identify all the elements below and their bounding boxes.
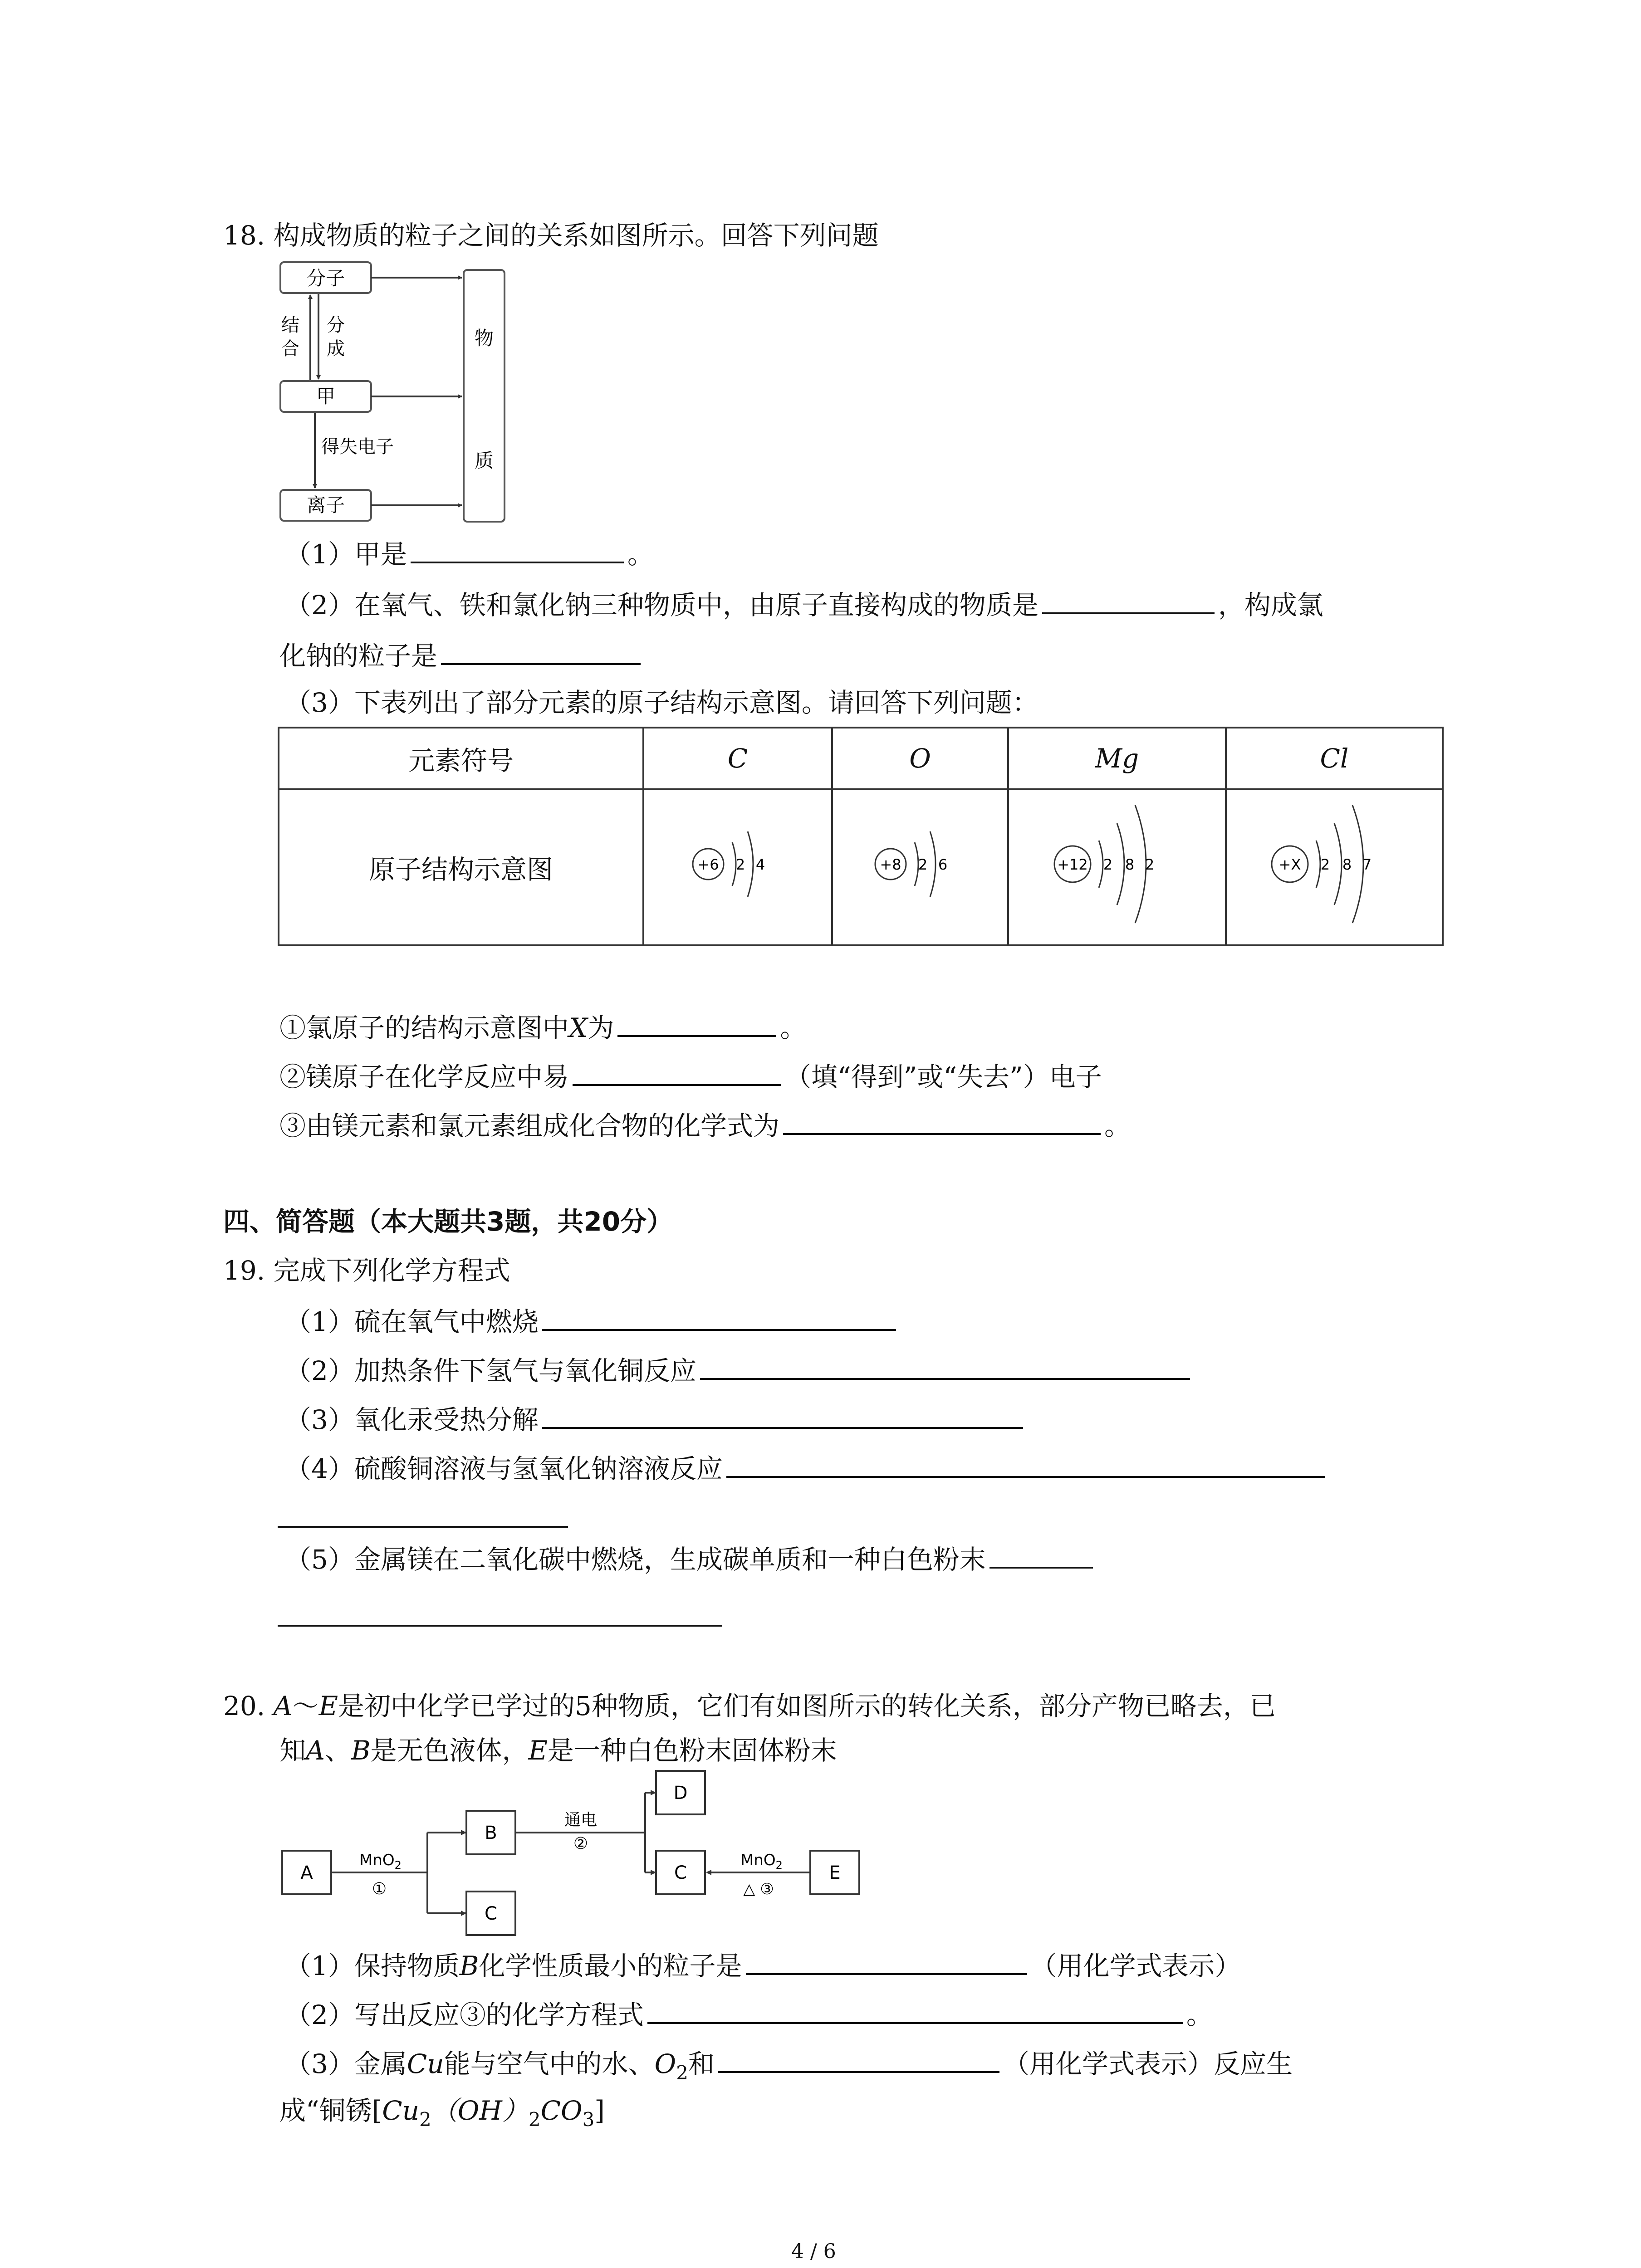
answer-blank-q19-5b[interactable] bbox=[278, 1625, 722, 1627]
q20-stem-e2: E bbox=[528, 1735, 548, 1766]
q18-part1-end: 。 bbox=[627, 539, 654, 570]
q18-sub1-end: 。 bbox=[780, 1012, 807, 1043]
symbol-mg: Mg bbox=[1008, 728, 1226, 789]
electron-label: 得失电子 bbox=[321, 436, 394, 457]
answer-blank-x[interactable] bbox=[617, 1012, 776, 1037]
q19-part1 bbox=[285, 1306, 900, 1335]
q19-part3-text: （3）氧化汞受热分解 bbox=[285, 1404, 539, 1435]
q19-stem: 19. 完成下列化学方程式 bbox=[223, 1255, 510, 1286]
q20-part3-text: （3）金属 bbox=[285, 2048, 407, 2079]
answer-blank-q20-3[interactable] bbox=[718, 2048, 999, 2073]
q20-stem-text-b: 知 bbox=[279, 1735, 306, 1766]
answer-blank-q19-4b[interactable] bbox=[278, 1526, 568, 1528]
q18-sub3-text: ③由镁元素和氯元素组成化合物的化学式为 bbox=[279, 1110, 780, 1141]
q20-part1-text-c: （用化学式表示） bbox=[1030, 1950, 1241, 1981]
q19-part3 bbox=[285, 1404, 1027, 1433]
q20-part3-line1 bbox=[285, 2048, 1293, 2082]
q20-part3-cu: Cu bbox=[407, 2048, 444, 2079]
q20-part3-text-d: （用化学式表示）反应生 bbox=[1003, 2048, 1293, 2079]
q20-stem-text-c: 是无色液体， bbox=[370, 1735, 529, 1766]
q20-part3-text-c: 和 bbox=[688, 2048, 715, 2079]
answer-blank-q19-4a[interactable] bbox=[726, 1453, 1325, 1478]
q20-part2 bbox=[285, 1999, 1213, 2028]
catalyst-1: MnO$_2$ bbox=[359, 1851, 402, 1872]
svg-text:2: 2 bbox=[1145, 856, 1155, 873]
q18-stem: 18. 构成物质的粒子之间的关系如图所示。回答下列问题 bbox=[223, 220, 879, 251]
formula-oh: （OH） bbox=[431, 2095, 529, 2126]
table-row-label: 原子结构示意图 bbox=[279, 789, 643, 945]
substance-label-1: 物 bbox=[474, 327, 494, 349]
q20-conversion-diagram bbox=[278, 1769, 867, 1941]
formula-co-sub: 3 bbox=[582, 2108, 595, 2131]
section-4-heading: 四、简答题（本大题共3题，共20分） bbox=[223, 1206, 673, 1237]
formula-end: ] bbox=[594, 2095, 605, 2126]
answer-blank-mgcl-formula[interactable] bbox=[783, 1110, 1101, 1135]
q20-stem-text-d: 是一种白色粉末固体粉末 bbox=[547, 1735, 837, 1766]
substance-box bbox=[464, 270, 505, 522]
answer-blank-q19-5a[interactable] bbox=[989, 1544, 1093, 1569]
diagram-cell-o bbox=[832, 789, 1008, 945]
formula-oh-sub: 2 bbox=[528, 2108, 541, 2131]
q20-part3-text-e: 成“铜锈[ bbox=[279, 2095, 382, 2126]
answer-blank-jia[interactable] bbox=[411, 539, 624, 563]
formula-cu-sub: 2 bbox=[419, 2108, 431, 2131]
q20-stem-a: A bbox=[273, 1691, 293, 1721]
answer-blank-atomic-substance[interactable] bbox=[1042, 590, 1215, 614]
answer-blank-q19-2[interactable] bbox=[700, 1355, 1190, 1380]
atom-diagram-c bbox=[683, 796, 792, 932]
page-number: 4 / 6 bbox=[791, 2240, 836, 2263]
svg-text:+X: +X bbox=[1279, 856, 1301, 873]
atom-diagram-o bbox=[866, 796, 975, 932]
svg-text:D: D bbox=[673, 1783, 688, 1804]
table-header-symbol: 元素符号 bbox=[279, 728, 643, 789]
q19-part5 bbox=[285, 1544, 1097, 1573]
q18-part2-text-c: 化钠的粒子是 bbox=[279, 640, 438, 671]
q18-sub2 bbox=[279, 1061, 1102, 1090]
q20-tilde: ～ bbox=[292, 1691, 319, 1721]
q18-sub2-text-b: （填“得到”或“失去”）电子 bbox=[785, 1061, 1102, 1092]
atomic-structure-table bbox=[278, 727, 1444, 946]
svg-text:6: 6 bbox=[938, 856, 948, 873]
atom-diagram-mg bbox=[1044, 792, 1190, 937]
q20-stem-e: E bbox=[318, 1691, 338, 1721]
split-label-2: 成 bbox=[327, 338, 345, 359]
q20-part3-o2: O bbox=[654, 2048, 676, 2079]
diagram-cell-c bbox=[643, 789, 832, 945]
q19-part1-text: （1）硫在氧气中燃烧 bbox=[285, 1306, 539, 1337]
q18-sub2-text: ②镁原子在化学反应中易 bbox=[279, 1061, 569, 1092]
q19-part5-text: （5）金属镁在二氧化碳中燃烧，生成碳单质和一种白色粉末 bbox=[285, 1544, 986, 1575]
ion-label: 离子 bbox=[306, 494, 345, 516]
split-label-1: 分 bbox=[327, 315, 345, 336]
q18-part1 bbox=[285, 539, 654, 570]
jia-label: 甲 bbox=[316, 385, 336, 407]
svg-text:2: 2 bbox=[1320, 856, 1330, 873]
q18-part2-text: （2）在氧气、铁和氯化钠三种物质中，由原子直接构成的物质是 bbox=[285, 590, 1038, 621]
symbol-cl: Cl bbox=[1226, 728, 1443, 789]
combine-label-2: 合 bbox=[281, 338, 299, 359]
step-1-label: ① bbox=[372, 1880, 387, 1898]
q18-part1-text: （1）甲是 bbox=[285, 539, 407, 570]
molecule-label: 分子 bbox=[306, 267, 345, 289]
svg-text:2: 2 bbox=[735, 856, 745, 873]
step-2-label: ② bbox=[573, 1834, 588, 1853]
q18-sub3-end: 。 bbox=[1104, 1110, 1131, 1141]
q20-part3-line2 bbox=[279, 2097, 605, 2129]
q18-sub1-text-b: 为 bbox=[588, 1012, 614, 1043]
diagram-cell-mg bbox=[1008, 789, 1226, 945]
q20-part2-end: 。 bbox=[1186, 1999, 1213, 2030]
svg-text:+12: +12 bbox=[1057, 856, 1088, 873]
q20-stem-line2 bbox=[279, 1737, 837, 1764]
q19-part4 bbox=[285, 1453, 1329, 1482]
svg-text:2: 2 bbox=[918, 856, 928, 873]
diagram-cell-cl bbox=[1226, 789, 1443, 945]
svg-text:+6: +6 bbox=[697, 856, 719, 873]
svg-text:8: 8 bbox=[1125, 856, 1135, 873]
q19-part4-text: （4）硫酸铜溶液与氢氧化钠溶液反应 bbox=[285, 1453, 723, 1484]
svg-text:4: 4 bbox=[755, 856, 765, 873]
svg-text:A: A bbox=[300, 1862, 313, 1883]
q18-part3: （3）下表列出了部分元素的原子结构示意图。请回答下列问题： bbox=[285, 687, 1038, 718]
q20-part3-o2-sub: 2 bbox=[676, 2062, 688, 2084]
q18-sub1 bbox=[279, 1012, 806, 1041]
q20-stem-text: 是初中化学已学过的5种物质，它们有如图所示的转化关系，部分产物已略去，已 bbox=[338, 1691, 1276, 1721]
q19-part2-text: （2）加热条件下氢气与氧化铜反应 bbox=[285, 1355, 696, 1386]
svg-text:C: C bbox=[674, 1862, 687, 1883]
answer-blank-q20-2[interactable] bbox=[647, 1999, 1183, 2024]
q20-part1-b: B bbox=[459, 1950, 479, 1981]
svg-text:B: B bbox=[485, 1823, 497, 1843]
answer-blank-mg-electron[interactable] bbox=[573, 1061, 781, 1086]
q20-part1-text-b: 化学性质最小的粒子是 bbox=[479, 1950, 742, 1981]
q19-part2 bbox=[285, 1355, 1194, 1384]
formula-cu: Cu bbox=[382, 2095, 420, 2126]
formula-co: CO bbox=[540, 2095, 583, 2126]
svg-text:7: 7 bbox=[1362, 856, 1372, 873]
q20-part1-text: （1）保持物质 bbox=[285, 1950, 460, 1981]
catalyst-2: MnO$_2$ bbox=[740, 1851, 783, 1872]
q20-stem-line1 bbox=[223, 1693, 1276, 1719]
q20-part1 bbox=[285, 1950, 1241, 1979]
q18-part2-line1 bbox=[285, 590, 1323, 621]
q20-part2-text: （2）写出反应③的化学方程式 bbox=[285, 1999, 644, 2030]
answer-blank-q20-1[interactable] bbox=[746, 1950, 1027, 1975]
electrolysis-label: 通电 bbox=[564, 1811, 598, 1829]
q18-sub1-text: ①氯原子的结构示意图中 bbox=[279, 1012, 569, 1043]
svg-text:E: E bbox=[829, 1862, 841, 1883]
q18-part2-line2 bbox=[279, 640, 644, 669]
q18-part2-text-b: ，构成氯 bbox=[1218, 590, 1323, 621]
q20-number: 20. bbox=[223, 1691, 274, 1721]
q18-particle-diagram bbox=[268, 259, 513, 531]
svg-text:2: 2 bbox=[1103, 856, 1113, 873]
atom-diagram-cl bbox=[1262, 792, 1407, 937]
svg-text:8: 8 bbox=[1342, 856, 1352, 873]
answer-blank-q19-1[interactable] bbox=[542, 1306, 896, 1331]
answer-blank-q19-3[interactable] bbox=[542, 1404, 1023, 1429]
step-3-label: △ ③ bbox=[743, 1880, 774, 1898]
q20-part3-text-b: 能与空气中的水、 bbox=[444, 2048, 655, 2079]
symbol-c: C bbox=[643, 728, 832, 789]
svg-text:+8: +8 bbox=[880, 856, 901, 873]
combine-label-1: 结 bbox=[281, 315, 299, 336]
svg-text:C: C bbox=[485, 1903, 497, 1924]
q20-comma: 、 bbox=[324, 1735, 351, 1766]
q18-sub3 bbox=[279, 1110, 1131, 1139]
q20-stem-b2: B bbox=[351, 1735, 371, 1766]
substance-label-2: 质 bbox=[474, 450, 494, 472]
symbol-o: O bbox=[832, 728, 1008, 789]
q20-stem-a2: A bbox=[306, 1735, 325, 1766]
answer-blank-nacl-particles[interactable] bbox=[441, 640, 641, 665]
q18-sub1-x: X bbox=[569, 1012, 588, 1043]
